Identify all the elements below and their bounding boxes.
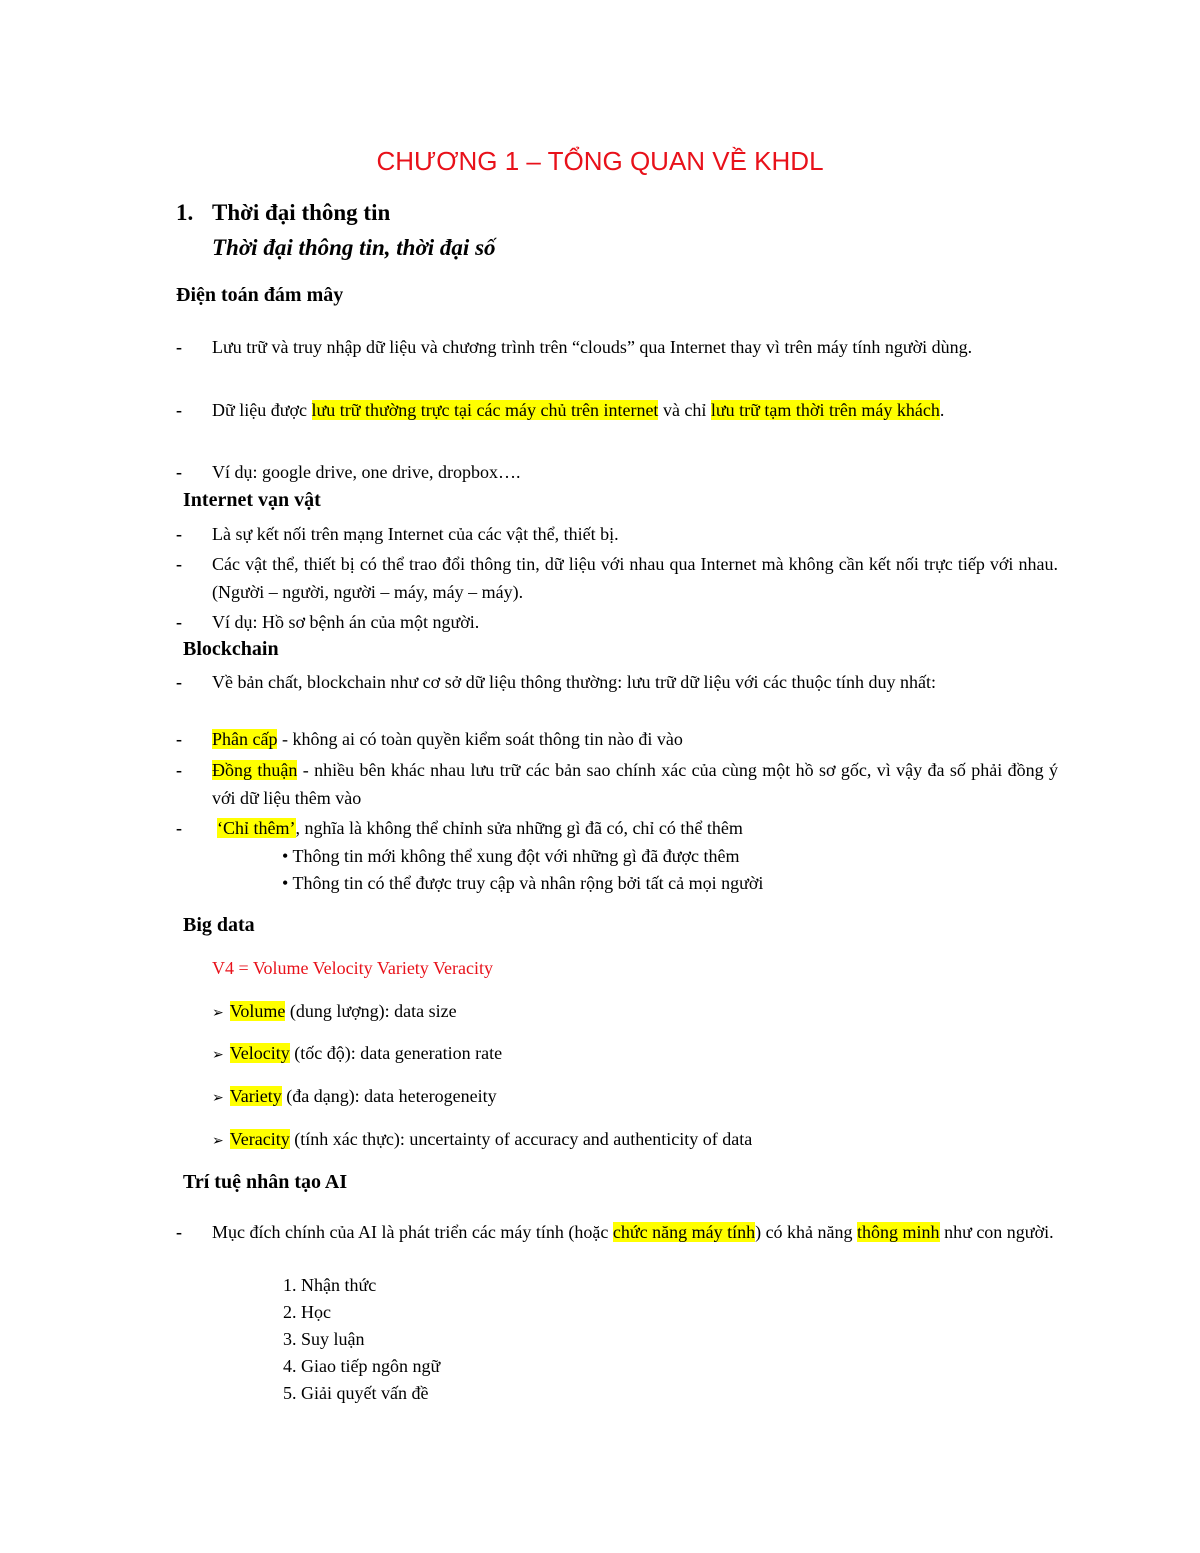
text-run: , nghĩa là không thể chỉnh sửa những gì đã có, chỉ có thể thêm [295,818,743,838]
text-run: (tính xác thực): uncertainty of accuracy and authenticity of data [289,1129,753,1149]
highlight: Veracity [229,1129,290,1149]
sub-bullet: • Thông tin mới không thể xung đột với những gì đã được thêm [282,846,740,866]
text-run: ) có khả năng [755,1222,858,1242]
text-run: (dung lượng): data size [285,1001,457,1021]
list-item [176,1218,1058,1246]
list-item [212,1043,502,1064]
highlight: Phân cấp [212,729,278,749]
highlight: lưu trữ thường trực tại các máy chủ trên internet [311,400,659,420]
list-item [176,396,1058,424]
list-item-text: Lưu trữ và truy nhập dữ liệu và chương trình trên “clouds” qua Internet thay vì trên máy tính người dùng. [212,337,973,357]
section-heading [176,200,390,226]
arrow-bullet-icon: ➢ [212,1134,224,1149]
highlight: Variety [229,1086,282,1106]
list-item-text: Về bản chất, blockchain như cơ sở dữ liệu thông thường: lưu trữ dữ liệu với các thuộc tính duy nhất: [212,672,936,692]
list-item [176,520,1058,548]
dash-bullet: - [176,760,182,780]
numbered-item: 5. Giải quyết vấn đề [283,1383,429,1403]
numbered-item: 4. Giao tiếp ngôn ngữ [283,1356,441,1376]
dash-bullet: - [176,400,182,420]
list-item [176,458,1058,486]
list-item-text [212,396,1058,424]
sub-bullet: • Thông tin có thể được truy cập và nhân rộng bởi tất cả mọi người [282,873,764,893]
section-heading-text: Thời đại thông tin [212,200,391,225]
text-run: và chỉ [658,400,711,420]
list-item-text [212,725,1058,753]
list-item-text: Ví dụ: Hồ sơ bệnh án của một người. [212,612,480,632]
highlight: Đồng thuận [212,760,298,780]
list-item [212,1129,752,1150]
text-run: . [939,400,945,420]
text-run: như con người. [939,1222,1054,1242]
text-run: (tốc độ): data generation rate [289,1043,503,1063]
highlight: Velocity [229,1043,290,1063]
bigdata-heading: Big data [183,914,255,936]
list-item-text [212,814,1058,842]
text-run: Mục đích chính của AI là phát triển các máy tính (hoặc [212,1222,613,1242]
list-item-text: Các vật thể, thiết bị có thể trao đổi thông tin, dữ liệu với nhau qua Internet mà không cần kết nối trực tiếp với nhau. (Người – người, người – máy, máy – máy). [212,554,1058,602]
text-run: - nhiều bên khác nhau lưu trữ các bản sao chính xác của cùng một hồ sơ gốc, vì vậy đa số phải đồng ý với dữ liệu thêm vào [212,760,1059,808]
highlight: thông minh [857,1222,940,1242]
text-run: (đa dạng): data heterogeneity [281,1086,497,1106]
highlight: chức năng máy tính [612,1222,756,1242]
arrow-bullet-icon: ➢ [212,1091,224,1106]
list-item [176,725,1058,753]
section-subheading: Thời đại thông tin, thời đại số [212,235,496,260]
dash-bullet: - [176,818,182,838]
highlight: Volume [229,1001,286,1021]
dash-bullet: - [176,672,182,692]
dash-bullet: - [176,337,182,357]
dash-bullet: - [176,462,182,482]
list-item [176,756,1058,812]
dash-bullet: - [176,1222,182,1242]
dash-bullet: - [176,554,182,574]
ai-heading: Trí tuệ nhân tạo AI [183,1171,348,1193]
numbered-item: 3. Suy luận [283,1329,365,1349]
list-item-text [212,1218,1058,1246]
list-item [176,668,1058,696]
list-item [212,1001,457,1022]
cloud-heading: Điện toán đám mây [176,284,344,306]
v4-formula: V4 = Volume Velocity Variety Veracity [212,958,493,978]
list-item-text [212,756,1058,812]
list-item [176,550,1058,606]
list-item [176,333,1058,361]
list-item [176,608,1058,636]
list-item [212,1086,497,1107]
section-number: 1. [176,200,194,225]
numbered-item: 1. Nhận thức [283,1275,377,1295]
list-item-text: Là sự kết nối trên mạng Internet của các vật thể, thiết bị. [212,524,619,544]
dash-bullet: - [176,612,182,632]
chapter-title: CHƯƠNG 1 – TỔNG QUAN VỀ KHDL [376,146,824,176]
iot-heading: Internet vạn vật [183,489,321,511]
arrow-bullet-icon: ➢ [212,1048,224,1063]
list-item [176,814,1058,842]
highlight: ‘Chỉ thêm’ [217,818,296,838]
text-run: - không ai có toàn quyền kiểm soát thông tin nào đi vào [277,729,683,749]
numbered-item: 2. Học [283,1302,331,1322]
arrow-bullet-icon: ➢ [212,1006,224,1021]
blockchain-heading: Blockchain [183,638,279,660]
highlight: lưu trữ tạm thời trên máy khách [710,400,940,420]
dash-bullet: - [176,729,182,749]
text-run: Dữ liệu được [212,400,312,420]
dash-bullet: - [176,524,182,544]
list-item-text: Ví dụ: google drive, one drive, dropbox…. [212,462,521,482]
